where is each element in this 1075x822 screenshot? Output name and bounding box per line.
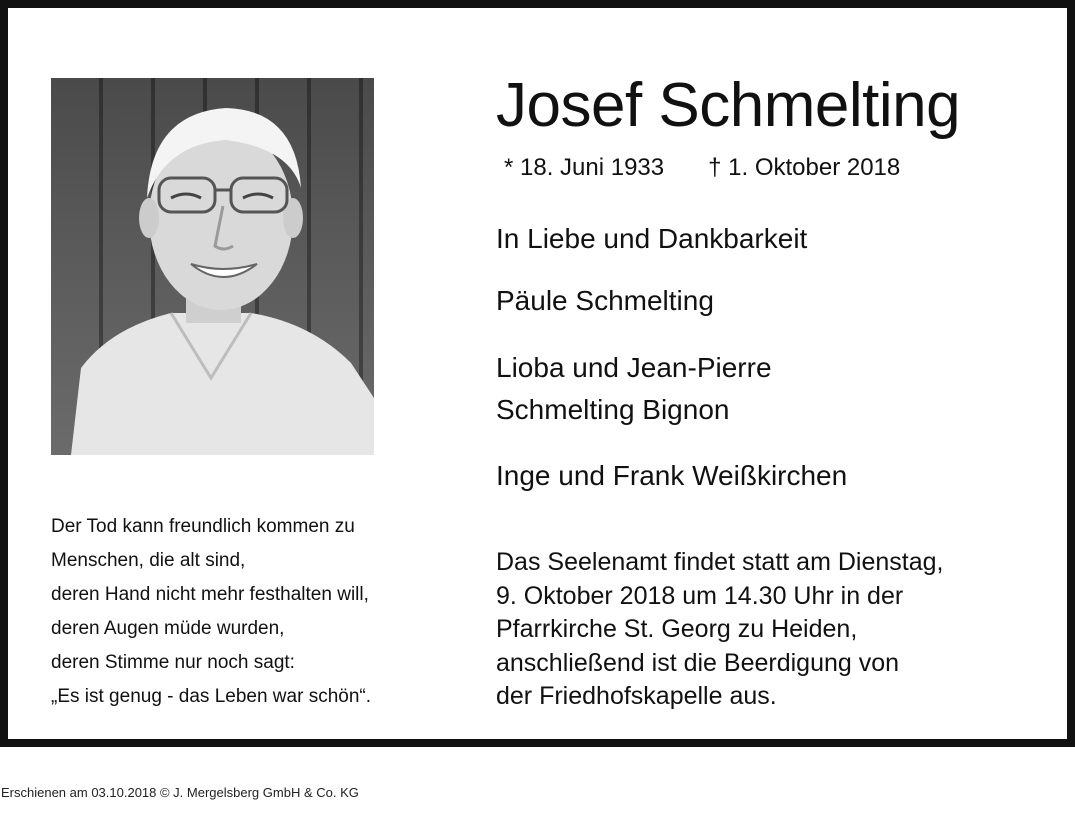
funeral-line: 9. Oktober 2018 um 14.30 Uhr in der — [496, 581, 904, 610]
poem-line: deren Hand nicht mehr festhalten will, — [51, 584, 369, 605]
funeral-line: der Friedhofskapelle aus. — [496, 682, 777, 710]
portrait-illustration — [51, 78, 374, 455]
funeral-line: anschließend ist die Beerdigung von — [496, 648, 900, 677]
mourner-line: Päule Schmelting — [496, 285, 714, 316]
funeral-line: Pfarrkirche St. Georg zu Heiden, — [496, 615, 858, 643]
portrait-photo — [51, 78, 374, 455]
life-dates — [504, 153, 900, 183]
publication-footer: Erschienen am 03.10.2018 © J. Mergelsberg GmbH & Co. KG — [1, 785, 359, 800]
poem-line: deren Augen müde wurden, — [51, 618, 285, 639]
funeral-line: Das Seelenamt findet statt am Dienstag, — [496, 548, 944, 576]
dedication-line: In Liebe und Dankbarkeit — [496, 223, 808, 254]
poem-line: deren Stimme nur noch sagt: — [51, 652, 295, 673]
funeral-announcement — [496, 546, 943, 714]
mourner-line: Lioba und Jean-Pierre — [496, 352, 772, 383]
poem-line: „Es ist genug - das Leben war schön“. — [51, 686, 372, 707]
poem — [51, 510, 371, 714]
poem-line: Menschen, die alt sind, — [51, 550, 246, 571]
mourner-line: Schmelting Bignon — [496, 394, 730, 425]
mourner-line: Inge und Frank Weißkirchen — [496, 460, 848, 491]
deceased-name: Josef Schmelting — [496, 71, 961, 140]
poem-line: Der Tod kann freundlich kommen zu — [51, 516, 355, 537]
death-date: † 1. Oktober 2018 — [708, 154, 901, 181]
birth-date: * 18. Juni 1933 — [504, 154, 665, 181]
